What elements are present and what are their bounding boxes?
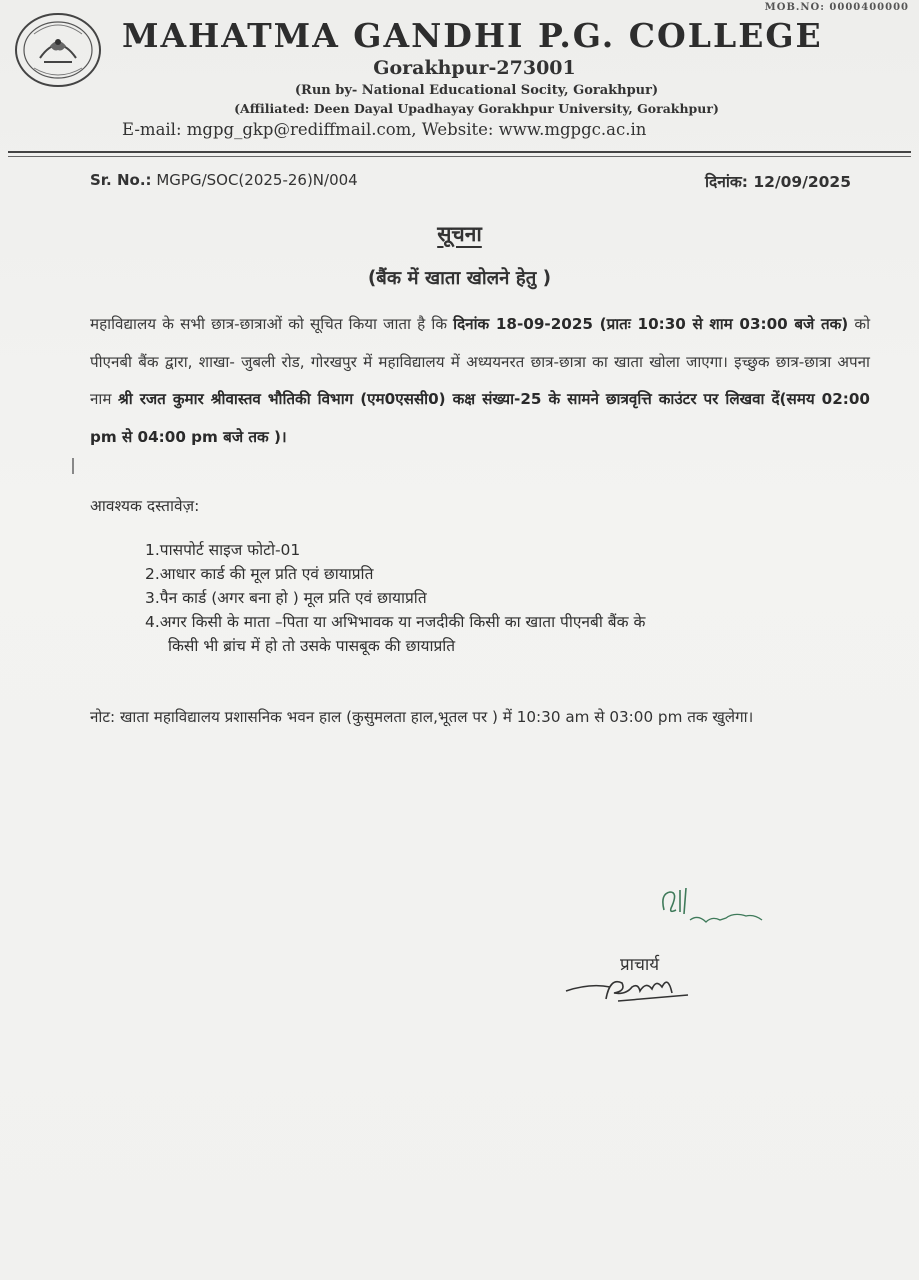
college-city: Gorakhpur-273001 bbox=[373, 57, 576, 79]
initials-signature bbox=[650, 880, 780, 940]
notice-date: दिनांक: 12/09/2025 bbox=[705, 173, 851, 191]
principal-signature bbox=[560, 965, 710, 1010]
notice-body bbox=[90, 306, 870, 456]
body-contact-person: श्री रजत कुमार श्रीवास्तव भौतिकी विभाग (एम0एससी0) कक्ष संख्या-25 के सामने छात्रवृत्ति काउंटर पर लिखवा दें(समय 02:00 pm से 04:00 pm बजे तक )। bbox=[90, 390, 870, 446]
body-date-time: दिनांक 18-09-2025 (प्रातः 10:30 से शाम 03:00 बजे तक) bbox=[453, 315, 849, 333]
mobile-number: MOB.NO: 0000400000 bbox=[764, 2, 909, 13]
document-item-continuation: किसी भी ब्रांच में हो तो उसके पासबूक की छायाप्रति bbox=[168, 637, 456, 655]
document-item: 2.आधार कार्ड की मूल प्रति एवं छायाप्रति bbox=[145, 565, 374, 583]
body-part-1: महाविद्यालय के सभी छात्र-छात्राओं को सूचित किया जाता है कि bbox=[90, 315, 454, 333]
document-item bbox=[145, 610, 865, 658]
contact-line: E-mail: mgpg_gkp@rediffmail.com, Website: www.mgpgc.ac.in bbox=[122, 120, 647, 139]
header-divider-thin bbox=[8, 156, 911, 157]
notice-title: सूचना bbox=[437, 222, 482, 246]
run-by-line: (Run by- National Educational Socity, Gorakhpur) bbox=[294, 83, 659, 98]
serial-label: Sr. No.: bbox=[90, 171, 152, 189]
note-text: नोट: खाता महाविद्यालय प्रशासनिक भवन हाल (कुसुमलता हाल,भूतल पर ) में 10:30 am से 03:00 pm तक खुलेगा। bbox=[90, 708, 754, 726]
affiliation-line: (Affiliated: Deen Dayal Upadhayay Gorakhpur University, Gorakhpur) bbox=[234, 101, 719, 116]
document-item: 1.पासपोर्ट साइज फोटो-01 bbox=[145, 541, 301, 559]
scan-mark bbox=[72, 458, 74, 474]
college-name: MAHATMA GANDHI P.G. COLLEGE bbox=[122, 16, 823, 55]
documents-heading: आवश्यक दस्तावेज़: bbox=[90, 497, 200, 515]
principal-designation: प्राचार्य bbox=[620, 955, 660, 975]
documents-list bbox=[145, 538, 865, 658]
notice-subtitle: (बैंक में खाता खोलने हेतु ) bbox=[367, 268, 552, 289]
header-divider bbox=[8, 151, 911, 153]
document-item: 3.पैन कार्ड (अगर बना हो ) मूल प्रति एवं छायाप्रति bbox=[145, 589, 427, 607]
document-item-text: 4.अगर किसी के माता –पिता या अभिभावक या नजदीकी किसी का खाता पीएनबी बैंक के bbox=[145, 613, 646, 631]
serial-value: MGPG/SOC(2025-26)N/004 bbox=[156, 171, 358, 189]
serial-number bbox=[90, 171, 358, 189]
body-part-3: को पीएनबी बैंक द्वारा, शाखा- जुबली रोड, गोरखपुर में महाविद्यालय में अध्ययनरत छात्र-छात्रा का खाता खोला जाएगा। इच्छुक छात्र-छात्रा अपना नाम bbox=[90, 315, 870, 408]
